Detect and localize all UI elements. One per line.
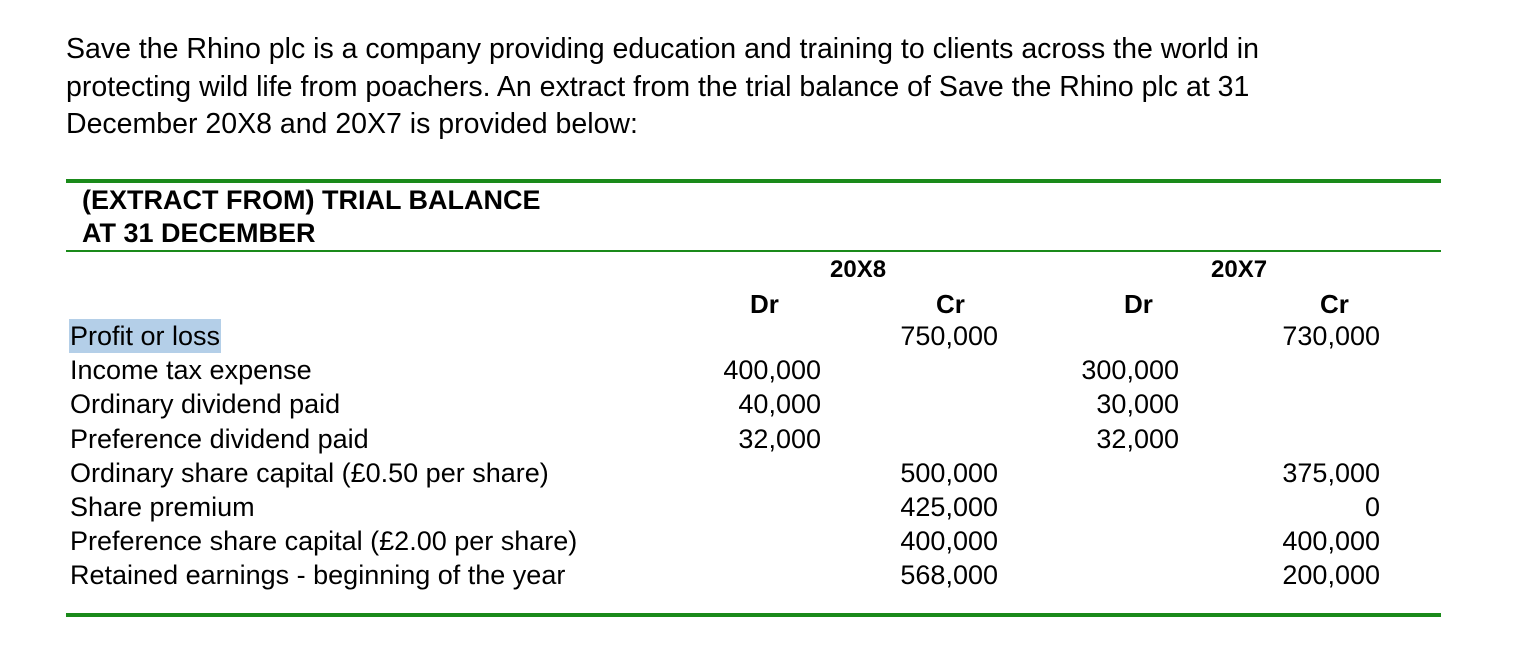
cell-20x8-cr: 425,000 xyxy=(900,491,998,522)
cell-20x8-dr: 40,000 xyxy=(738,389,821,420)
cell-20x8-cr: 500,000 xyxy=(900,457,998,488)
table-row xyxy=(0,319,1535,353)
table-row xyxy=(0,558,1535,592)
row-label: Retained earnings - beginning of the year xyxy=(70,560,566,591)
table-row xyxy=(0,387,1535,421)
cell-20x7-cr: 200,000 xyxy=(1282,560,1380,591)
table-row xyxy=(0,353,1535,387)
row-label: Ordinary share capital (£0.50 per share) xyxy=(70,457,549,488)
row-label: Ordinary dividend paid xyxy=(70,389,341,420)
row-label: Preference share capital (£2.00 per share) xyxy=(70,526,578,557)
intro-line: December 20X8 and 20X7 is provided below: xyxy=(66,108,638,140)
table-row xyxy=(0,524,1535,558)
column-header-20x8-dr: Dr xyxy=(750,289,779,319)
column-header-20x7-cr: Cr xyxy=(1320,289,1349,319)
table-row xyxy=(0,490,1535,524)
cell-20x8-dr: 400,000 xyxy=(723,355,821,386)
cell-20x7-cr: 730,000 xyxy=(1282,321,1380,351)
trial-balance-title-line: (EXTRACT FROM) TRIAL BALANCE xyxy=(82,185,541,215)
column-header-20x8-cr: Cr xyxy=(936,289,965,319)
table-row xyxy=(0,456,1535,490)
trial-balance-title xyxy=(82,184,540,250)
cell-20x8-dr: 32,000 xyxy=(738,423,821,454)
intro-paragraph xyxy=(66,31,1486,144)
intro-line: protecting wild life from poachers. An extract from the trial balance of Save the Rhino plc at 31 xyxy=(66,70,1250,103)
year-heading-20x8: 20X8 xyxy=(830,256,887,283)
column-header-20x7-dr: Dr xyxy=(1124,289,1153,319)
cell-20x7-cr: 375,000 xyxy=(1282,457,1380,488)
table-header-rule xyxy=(66,250,1441,252)
cell-20x7-cr: 0 xyxy=(1364,491,1380,522)
cell-20x8-cr: 750,000 xyxy=(900,321,998,351)
intro-line: Save the Rhino plc is a company providing education and training to clients across the world in xyxy=(66,33,1259,65)
table-bottom-rule xyxy=(66,613,1441,617)
row-label: Preference dividend paid xyxy=(70,423,369,454)
table-row xyxy=(0,422,1535,456)
cell-20x7-dr: 32,000 xyxy=(1096,423,1179,454)
cell-20x8-cr: 568,000 xyxy=(900,560,998,591)
trial-balance-rows xyxy=(0,319,1535,593)
cell-20x7-dr: 30,000 xyxy=(1096,389,1179,420)
trial-balance-title-line: AT 31 DECEMBER xyxy=(82,218,316,248)
table-top-rule xyxy=(66,179,1441,183)
row-label: Income tax expense xyxy=(70,355,312,386)
row-label: Share premium xyxy=(70,491,255,522)
cell-20x8-cr: 400,000 xyxy=(900,526,998,557)
cell-20x7-dr: 300,000 xyxy=(1081,355,1179,386)
year-heading-20x7: 20X7 xyxy=(1211,256,1268,283)
cell-20x7-cr: 400,000 xyxy=(1282,526,1380,557)
row-label-selected[interactable]: Profit or loss xyxy=(70,321,221,351)
